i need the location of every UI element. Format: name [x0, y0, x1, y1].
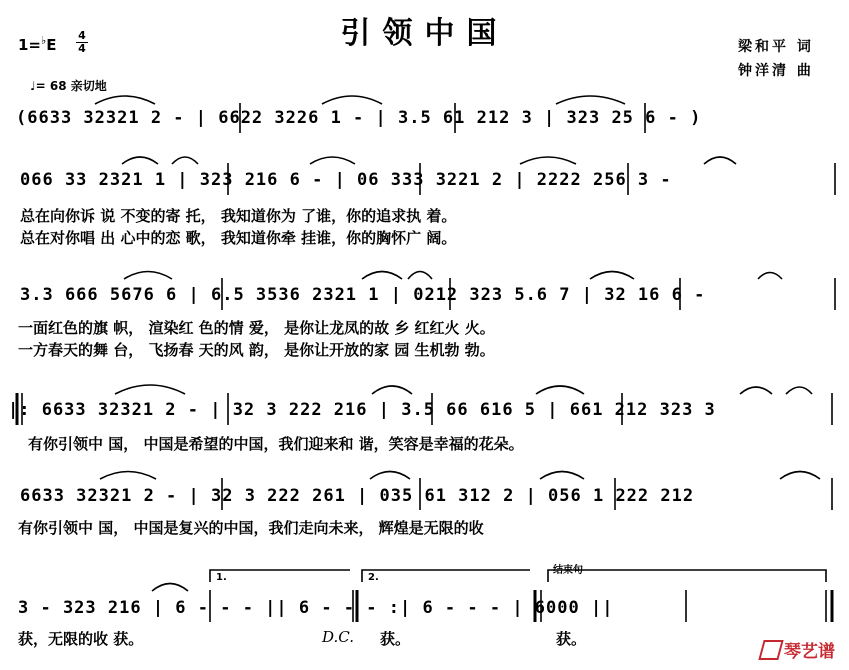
key-prefix: 1= [18, 36, 42, 54]
lyric-row-2-verse-1: 总在向你诉 说 不变的寄 托， 我知道你为 了谁，你的追求执 着。 [20, 207, 457, 225]
logo-mark-icon [758, 640, 783, 660]
tempo-expression: 亲切地 [70, 79, 107, 93]
lyric-row-3-verse-2: 一方春天的舞 台， 飞扬春 天的风 韵， 是你让开放的家 园 生机勃 勃。 [18, 341, 495, 359]
notation-row-1: (6633 32321 2 - | 6622 3226 1 - | 3.5 61 212 3 | 323 25 6 - ) [16, 108, 702, 128]
lyric-row-4: 有你引领中 国， 中国是希望的中国，我们迎来和 谐，笑容是幸福的花朵。 [28, 435, 524, 453]
tempo-value: ♩= 68 [30, 79, 67, 93]
ending-1-label: 1. [216, 572, 227, 583]
watermark-logo [761, 637, 835, 662]
meter-bottom: 4 [76, 42, 88, 55]
song-title: 引领中国 [340, 16, 509, 51]
meter-top: 4 [78, 29, 86, 42]
notation-row-2: 066 33 2321 1 | 323 216 6 - | 06 333 3221 2 | 2222 256 3 - [20, 170, 672, 190]
notation-row-3: 3.3 666 5676 6 | 6.5 3536 2321 1 | 0212 323 5.6 7 | 32 16 6 - [20, 285, 706, 305]
lyric-row-5: 有你引领中 国， 中国是复兴的中国，我们走向未来， 辉煌是无限的收 [18, 519, 484, 537]
composer-credit: 钟洋清 曲 [738, 63, 814, 79]
watermark-text: 琴艺谱 [784, 642, 835, 662]
flat-sign: ♭ [41, 34, 47, 47]
ending-2-label: 2. [368, 572, 379, 583]
lyric-row-3-verse-1: 一面红色的旗 帜， 渲染红 色的情 爱， 是你让龙凤的故 乡 红红火 火。 [18, 319, 495, 337]
lyric-row-6-b: 获。 [380, 630, 411, 648]
notation-row-6: 3 - 323 216 | 6 - - - || 6 - - - :| 6 - - - | 6000 || [18, 598, 614, 618]
notation-row-4: |: 6633 32321 2 - | 32 3 222 216 | 3.5 66 616 5 | 661 212 323 3 [8, 400, 716, 420]
lyric-row-6-a: 获，无限的收 获。 [18, 630, 144, 648]
lyric-row-2-verse-2: 总在对你唱 出 心中的恋 歌， 我知道你牵 挂谁，你的胸怀广 阔。 [20, 229, 457, 247]
lyricist-credit: 梁和平 词 [738, 39, 814, 55]
notation-row-5: 6633 32321 2 - | 32 3 222 261 | 035 61 312 2 | 056 1 222 212 [20, 486, 695, 506]
key-note: E [46, 36, 57, 54]
dc-marking: D.C. [322, 628, 354, 646]
coda-label: 结束句 [553, 565, 583, 576]
lyric-row-6-c: 获。 [556, 630, 587, 648]
